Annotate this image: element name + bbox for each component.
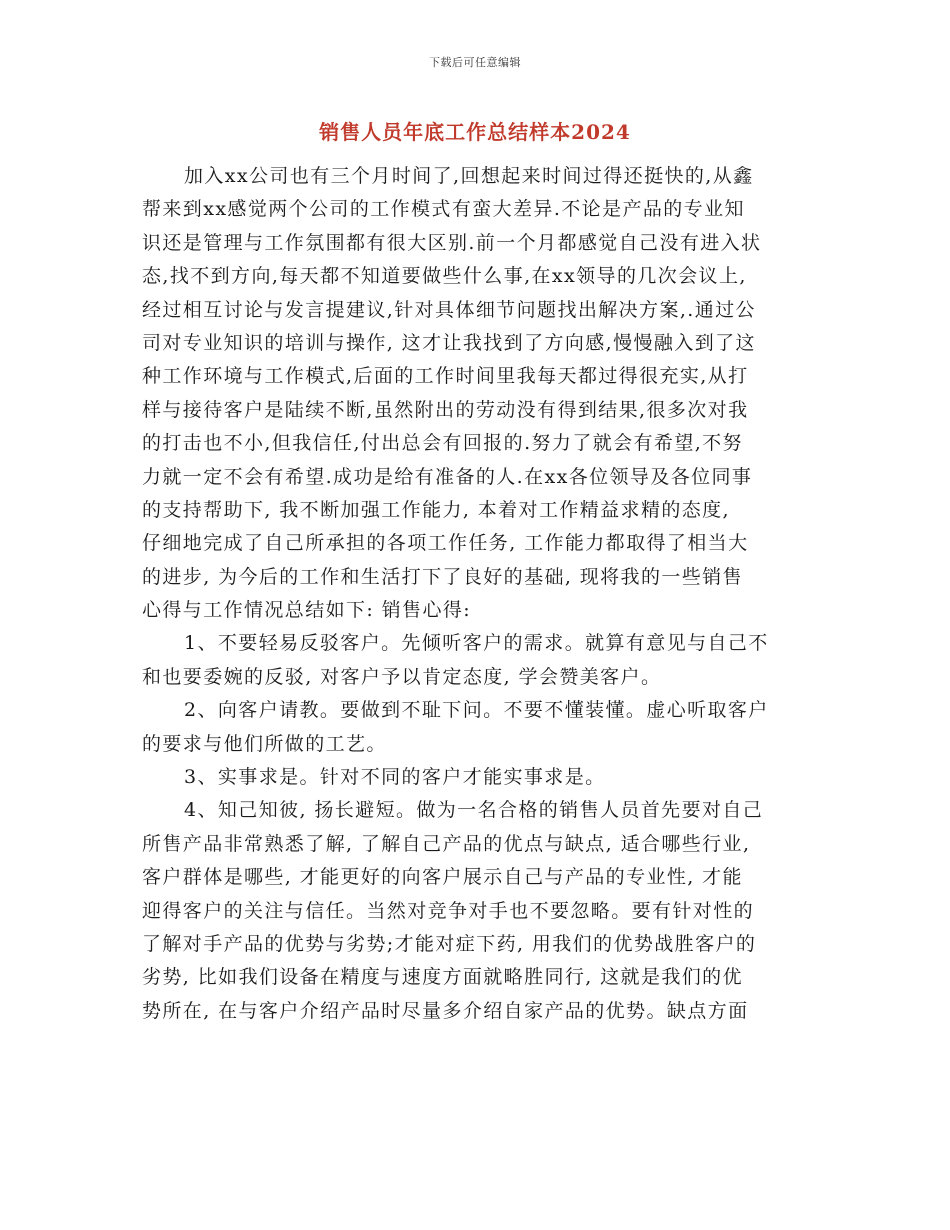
body-line: 帮来到xx感觉两个公司的工作模式有蛮大差异.不论是产品的专业知 (142, 198, 745, 221)
body-line: 的要求与他们所做的工艺。 (142, 732, 387, 755)
body-line: 了解对手产品的优势与劣势;才能对症下药, 用我们的优势战胜客户的 (142, 932, 757, 955)
body-line: 的进步, 为今后的工作和生活打下了良好的基础, 现将我的一些销售 (142, 565, 743, 588)
body-line: 种工作环境与工作模式,后面的工作时间里我每天都过得很充实,从打 (142, 365, 749, 388)
header-note: 下载后可任意编辑 (429, 56, 521, 69)
body-line: 客户群体是哪些, 才能更好的向客户展示自己与产品的专业性, 才能 (142, 866, 743, 889)
body-line: 态,找不到方向,每天都不知道要做些什么事,在xx领导的几次会议上, (142, 265, 747, 288)
body-line: 迎得客户的关注与信任。当然对竞争对手也不要忽略。要有针对性的 (142, 899, 755, 922)
body-line: 识还是管理与工作氛围都有很大区别.前一个月都感觉自己没有进入状 (142, 231, 762, 254)
body-line: 司对专业知识的培训与操作, 这才让我找到了方向感,慢慢融入到了这 (142, 331, 756, 354)
body-line: 4、知己知彼, 扬长避短。做为一名合格的销售人员首先要对自己 (184, 799, 764, 822)
body-line: 仔细地完成了自己所承担的各项工作任务, 工作能力都取得了相当大 (142, 532, 749, 555)
document-body (142, 160, 806, 1028)
body-line: 力就一定不会有希望.成功是给有准备的人.在xx各位领导及各位同事 (142, 465, 753, 488)
body-line: 心得与工作情况总结如下: 销售心得: (142, 599, 472, 622)
body-line: 的打击也不小,但我信任,付出总会有回报的.努力了就会有希望,不努 (142, 432, 743, 455)
body-line: 劣势, 比如我们设备在精度与速度方面就略胜同行, 这就是我们的优 (142, 966, 743, 989)
body-line: 的支持帮助下, 我不断加强工作能力, 本着对工作精益求精的态度, (142, 498, 730, 521)
body-line: 和也要委婉的反驳, 对客户予以肯定态度, 学会赞美客户。 (142, 665, 662, 688)
document-title: 销售人员年底工作总结样本2024 (319, 120, 631, 144)
body-line: 加入xx公司也有三个月时间了,回想起来时间过得还挺快的,从鑫 (184, 165, 754, 187)
body-line: 经过相互讨论与发言提建议,针对具体细节问题找出解决方案,.通过公 (142, 298, 756, 321)
body-line: 样与接待客户是陆续不断,虽然附出的劳动没有得到结果,很多次对我 (142, 398, 749, 421)
body-line: 所售产品非常熟悉了解, 了解自己产品的优点与缺点, 适合哪些行业, (142, 832, 751, 855)
body-line: 3、实事求是。针对不同的客户才能实事求是。 (184, 766, 606, 789)
body-line: 1、不要轻易反驳客户。先倾听客户的需求。就算有意见与自己不 (184, 632, 769, 655)
body-line: 2、向客户请教。要做到不耻下问。不要不懂装懂。虚心听取客户 (184, 699, 769, 722)
body-line: 势所在, 在与客户介绍产品时尽量多介绍自家产品的优势。缺点方面 (142, 999, 749, 1022)
